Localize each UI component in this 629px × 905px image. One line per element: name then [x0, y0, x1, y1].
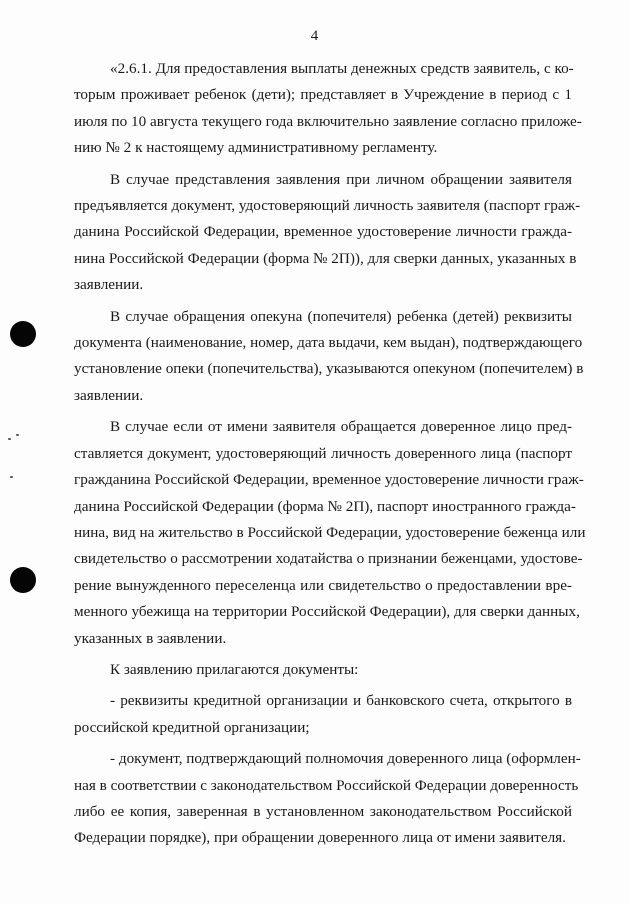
text-line: гражданина Российской Федерации, временное удостоверение личности граж- [74, 471, 584, 489]
text-line: документа (наименование, номер, дата выдачи, кем выдан), подтверждающего [74, 334, 583, 352]
text-line: В случае если от имени заявителя обращается доверенное лицо пред- [110, 418, 572, 436]
text-line: указанных в заявлении. [74, 629, 227, 647]
text-line: В случае обращения опекуна (попечителя) ребенка (детей) реквизиты [110, 307, 572, 325]
text-line: К заявлению прилагаются документы: [110, 660, 359, 678]
text-line: В случае представления заявления при личном обращении заявителя [110, 170, 572, 188]
text-line: «2.6.1. Для предоставления выплаты денежных средств заявитель, с ко- [110, 60, 574, 77]
text-line: торым проживает ребенок (дети); представляет в Учреждение в период с 1 [74, 86, 572, 104]
list-item-power-of-attorney [74, 746, 581, 852]
text-line: менного убежища на территории Российской Федерации), для сверки данных, [74, 603, 580, 621]
text-line: данина Российской Федерации, временное удостоверение личности гражда- [74, 223, 572, 241]
text-line: ная в соответствии с законодательством Российской Федерации доверенность [74, 776, 579, 794]
paragraph-2-6-1 [74, 56, 582, 162]
scan-speck [8, 438, 11, 440]
text-line: ставляется документ, удостоверяющий личность доверенного лица (паспорт [74, 444, 572, 462]
text-line: нина, вид на жительство в Российской Федерации, удостоверение беженца или [74, 523, 586, 541]
text-line: нию № 2 к настоящему административному регламенту. [74, 139, 438, 157]
text-line: заявлении. [74, 386, 144, 404]
text-line: данина Российской Федерации (форма № 2П), паспорт иностранного гражда- [74, 497, 576, 515]
text-line: - реквизиты кредитной организации и банковского счета, открытого в [110, 692, 572, 710]
page-number: 4 [310, 28, 319, 44]
scan-speck [10, 476, 13, 478]
scan-speck [16, 434, 19, 436]
punch-hole-top [10, 321, 36, 347]
paragraph-guardian [74, 304, 584, 410]
text-line: свидетельство о рассмотрении ходатайства о признании беженцами, удостове- [74, 550, 583, 568]
text-line: либо ее копия, заверенная в установленном законодательством Российской [74, 802, 572, 820]
text-line: предъявляется документ, удостоверяющий личность заявителя (паспорт граж- [74, 197, 581, 215]
text-line: российской кредитной организации; [74, 718, 310, 736]
text-line: нина Российской Федерации (форма № 2П)), для сверки данных, указанных в [74, 249, 577, 267]
text-line: июля по 10 августа текущего года включительно заявление согласно приложе- [74, 112, 582, 130]
text-line: заявлении. [74, 276, 144, 294]
text-line: Федерации порядке), при обращении доверенного лица от имени заявителя. [74, 829, 566, 847]
text-line: - документ, подтверждающий полномочия доверенного лица (оформлен- [110, 750, 581, 768]
punch-hole-bottom [10, 567, 36, 593]
paragraph-personal-appeal [74, 167, 581, 299]
text-line: установление опеки (попечительства), указываются опекуном (попечителем) в [74, 360, 584, 378]
paragraph-attachments-heading [74, 657, 572, 683]
text-line: рение вынужденного переселенца или свидетельство о предоставлении вре- [74, 576, 572, 594]
list-item-bank-details [74, 688, 572, 741]
document-body [74, 56, 586, 857]
paragraph-trusted-person [74, 414, 586, 652]
